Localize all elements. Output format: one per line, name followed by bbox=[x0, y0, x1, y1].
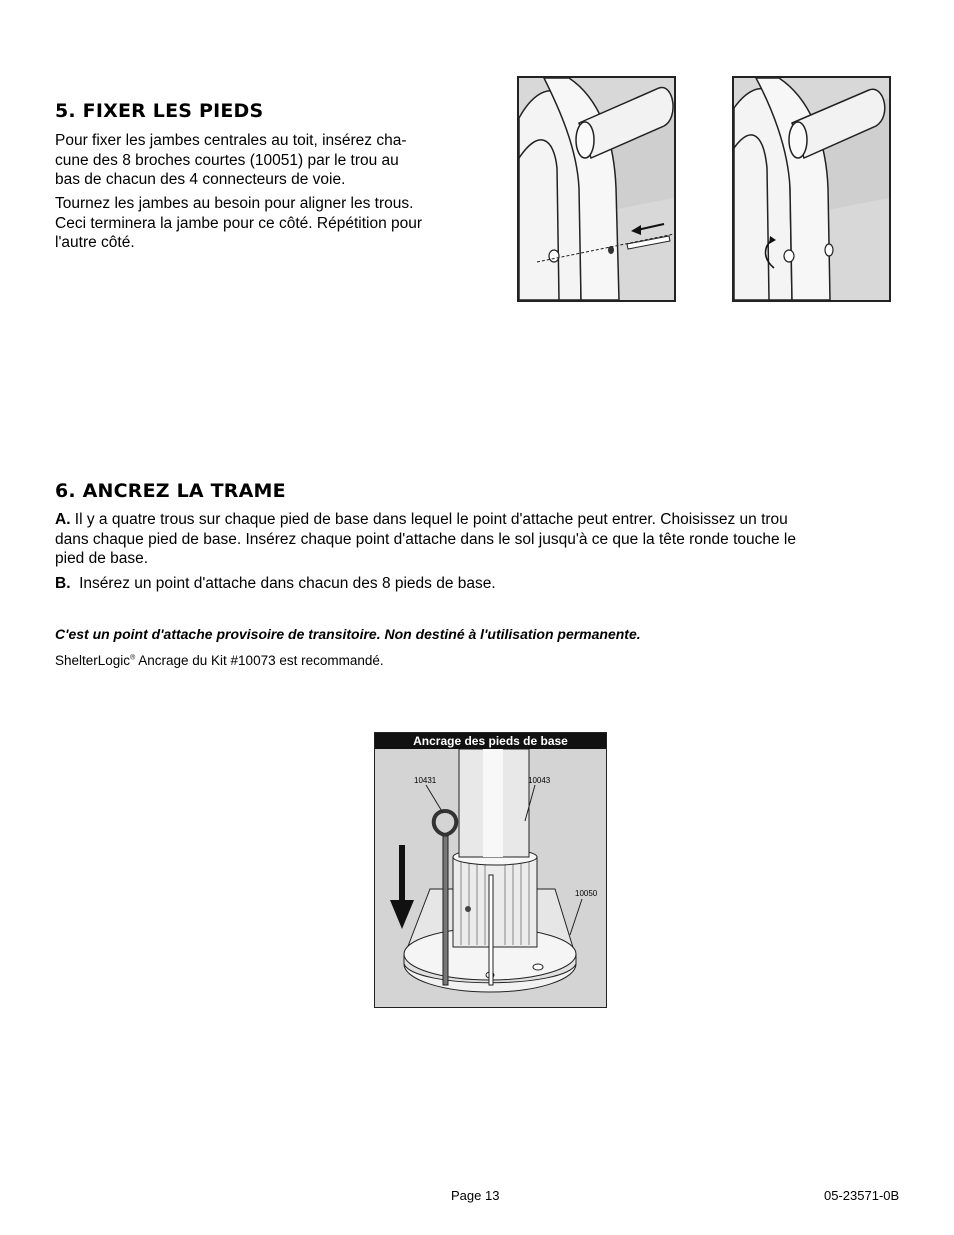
base-anchoring-drawing bbox=[375, 749, 606, 1007]
text-line: Tournez les jambes au besoin pour aligner les trous. bbox=[55, 195, 414, 212]
part-label-base: 10050 bbox=[575, 889, 598, 898]
text-line: Pour fixer les jambes centrales au toit, insérez cha- bbox=[55, 132, 407, 149]
section-5-heading: 5. FIXER LES PIEDS bbox=[55, 100, 264, 122]
step-a-label: A. bbox=[55, 511, 71, 528]
text-line: Il y a quatre trous sur chaque pied de base dans lequel le point d'attache peut entrer. Choisissez un trou bbox=[70, 511, 788, 528]
insert-pin-drawing bbox=[519, 78, 674, 300]
kit-text: Ancrage du Kit #10073 est recommandé. bbox=[135, 653, 384, 668]
text-line: cune des 8 broches courtes (10051) par le trou au bbox=[55, 151, 399, 169]
text-line: l'autre côté. bbox=[55, 234, 135, 251]
part-label-stake: 10431 bbox=[414, 776, 437, 785]
rotate-leg-illustration bbox=[732, 76, 891, 302]
page-number: Page 13 bbox=[451, 1188, 500, 1203]
step-b-paragraph bbox=[55, 574, 915, 594]
text-line: pied de base. bbox=[55, 550, 149, 567]
section-5-paragraph-2 bbox=[55, 194, 485, 253]
step-a-paragraph bbox=[55, 510, 915, 569]
brand-name: ShelterLogic bbox=[55, 653, 131, 668]
text-line: dans chaque pied de base. Insérez chaque point d'attache dans le sol jusqu'à ce que la tête ronde touche le bbox=[55, 530, 796, 548]
text-line: Ceci terminera la jambe pour ce côté. Répétition pour bbox=[55, 214, 423, 232]
step-b-label: B. bbox=[55, 575, 71, 592]
section-5-paragraph-1 bbox=[55, 131, 485, 190]
registered-mark: ® bbox=[130, 654, 136, 662]
figure-title: Ancrage des pieds de base bbox=[375, 733, 606, 749]
base-anchoring-figure bbox=[374, 732, 607, 1008]
warning-note: C'est un point d'attache provisoire de transitoire. Non destiné à l'utilisation permanente. bbox=[55, 626, 641, 642]
part-label-leg: 10043 bbox=[528, 776, 551, 785]
rotate-leg-drawing bbox=[734, 78, 889, 300]
insert-pin-illustration bbox=[517, 76, 676, 302]
text-line: bas de chacun des 4 connecteurs de voie. bbox=[55, 171, 346, 188]
document-number: 05-23571-0B bbox=[824, 1188, 900, 1203]
step-b-text: Insérez un point d'attache dans chacun des 8 pieds de base. bbox=[70, 575, 496, 592]
kit-recommendation bbox=[55, 653, 384, 668]
section-6-heading: 6. ANCREZ LA TRAME bbox=[55, 480, 286, 502]
